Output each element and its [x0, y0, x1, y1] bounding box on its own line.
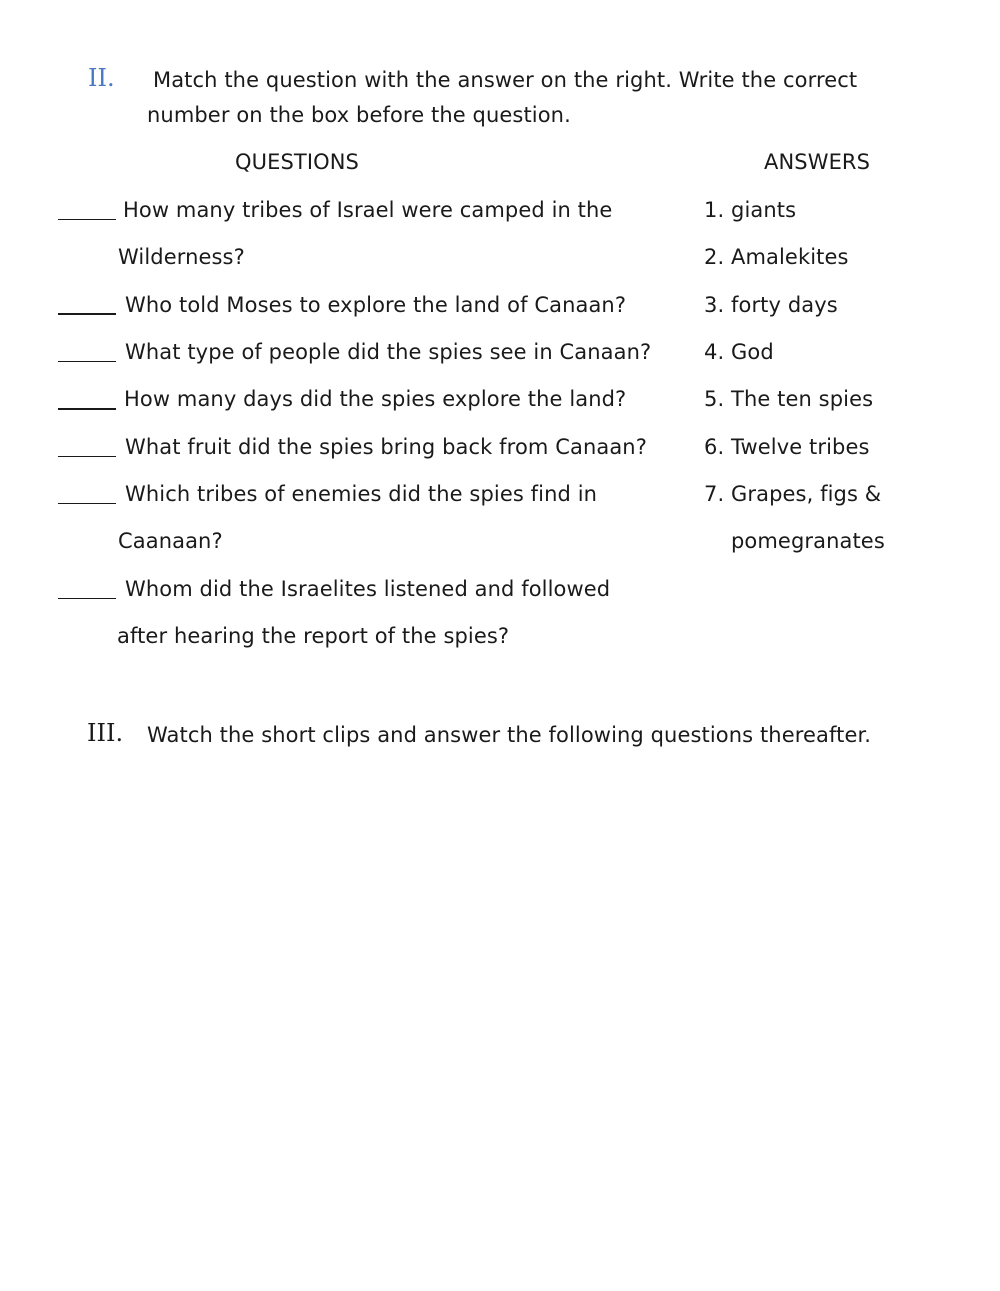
question-7-line1: Whom did the Israelites listened and followed: [125, 577, 611, 601]
answers-header: ANSWERS: [764, 150, 871, 174]
question-7-line2: after hearing the report of the spies?: [117, 624, 510, 648]
question-3-line1: What type of people did the spies see in Canaan?: [125, 340, 652, 364]
answer-item-7-line2: pomegranates: [731, 529, 885, 553]
question-4-line1: How many days did the spies explore the land?: [124, 387, 627, 411]
questions-header: QUESTIONS: [235, 150, 359, 174]
question-1-line2: Wilderness?: [118, 245, 245, 269]
section-2-instruction-line1: Match the question with the answer on the right. Write the correct: [153, 68, 858, 92]
answer-item-3: 3. forty days: [704, 293, 838, 317]
answer-item-1: 1. giants: [704, 198, 797, 222]
section-3-instruction: Watch the short clips and answer the following questions thereafter.: [147, 723, 872, 747]
answer-blank-1[interactable]: [58, 219, 116, 220]
answer-blank-2[interactable]: [58, 313, 116, 315]
section-3-number: III.: [87, 719, 124, 747]
answer-item-2: 2. Amalekites: [704, 245, 849, 269]
answer-item-7-line1: 7. Grapes, figs &: [704, 482, 882, 506]
answer-item-4: 4. God: [704, 340, 774, 364]
answer-blank-6[interactable]: [58, 503, 116, 504]
question-5-line1: What fruit did the spies bring back from Canaan?: [125, 435, 647, 459]
question-2-line1: Who told Moses to explore the land of Canaan?: [125, 293, 627, 317]
section-2-number: II.: [88, 64, 115, 92]
answer-blank-4[interactable]: [58, 408, 116, 410]
answer-blank-7[interactable]: [58, 598, 116, 599]
question-1-line1: How many tribes of Israel were camped in the: [123, 198, 613, 222]
answer-item-5: 5. The ten spies: [704, 387, 874, 411]
section-2-instruction-line2: number on the box before the question.: [147, 103, 571, 127]
answer-item-6: 6. Twelve tribes: [704, 435, 870, 459]
answer-blank-5[interactable]: [58, 456, 116, 457]
answer-blank-3[interactable]: [58, 361, 116, 362]
question-6-line1: Which tribes of enemies did the spies find in: [125, 482, 598, 506]
question-6-line2: Caanaan?: [118, 529, 223, 553]
